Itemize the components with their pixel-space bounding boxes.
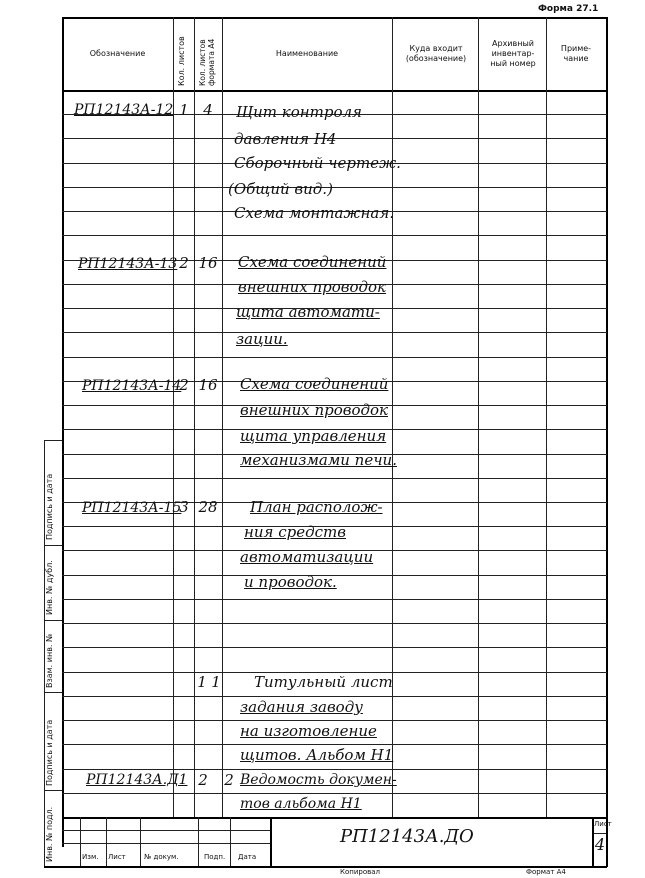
row-6-sheets: 2 (198, 771, 208, 789)
row-3-a4: 16 (198, 376, 218, 394)
row-1-name-2: давления Н4 (234, 130, 337, 148)
row-6-code: РП12143А.Д1 (86, 772, 188, 788)
row-5-name-4: щитов. Альбом Н1 (240, 746, 394, 764)
row-2-a4: 16 (198, 254, 218, 272)
row-rule (62, 696, 607, 697)
row-2-name-3: щита автомати- (236, 303, 380, 321)
row-3-name-4: механизмами печи. (240, 451, 397, 469)
row-1-sheets: 1 (179, 101, 189, 119)
row-5-sheets: 1 (197, 673, 207, 691)
format-label: Формат А4 (526, 868, 566, 876)
row-1-name-1: Щит контроля (236, 103, 362, 121)
document-code: РП12143А.ДО (340, 826, 474, 847)
row-6-name-1: Ведомость докумен- (240, 772, 397, 788)
row-1-name-3: Сборочный чертеж. (234, 154, 401, 172)
row-rule (62, 793, 607, 794)
row-2-code: РП12143А-13 (78, 256, 178, 272)
row-rule (62, 235, 607, 236)
stamp-col-doc: № докум. (144, 853, 179, 861)
side-sign-date-bottom: Подпись и дата (45, 719, 54, 786)
row-6-a4: 2 (224, 771, 234, 789)
row-5-name-1: Титульный лист (254, 673, 393, 691)
row-rule (62, 647, 607, 648)
header-note: Приме- чание (560, 43, 592, 63)
row-rule (62, 744, 607, 745)
form-label: Форма 27.1 (538, 4, 599, 14)
row-2-name-1: Схема соединений (238, 253, 387, 271)
row-2-sheets: 2 (179, 254, 189, 272)
row-6-name-2: тов альбома Н1 (240, 796, 362, 812)
header-name: Наименование (275, 48, 339, 58)
stamp-col-list: Лист (108, 853, 126, 861)
row-5-name-2: задания заводу (240, 698, 363, 716)
row-3-name-1: Схема соединений (240, 375, 389, 393)
side-vzam-inv: Взам. инв. № (45, 633, 54, 688)
sheet-label: Лист (594, 820, 612, 828)
row-3-sheets: 2 (179, 376, 189, 394)
row-1-code: РП12143А-12 (74, 102, 174, 118)
row-4-name-1: План располож- (250, 498, 383, 516)
row-1-name-4: (Общий вид.) (228, 180, 333, 198)
header-sheets: Кол. листов (177, 36, 186, 86)
row-rule (62, 599, 607, 600)
row-rule (62, 769, 607, 770)
row-1-name-5: Схема монтажная. (234, 204, 395, 222)
row-3-code: РП12143А-14 (82, 378, 182, 394)
side-inv-podl: Инв. № подл. (45, 806, 54, 862)
row-4-sheets: 3 (179, 498, 189, 516)
header-archive: Архивный инвентар- ный номер (490, 38, 536, 68)
copied-label: Копировал (340, 868, 380, 876)
row-rule (62, 187, 607, 188)
row-4-code: РП12143А-15 (82, 500, 182, 516)
side-inv-dubl: Инв. № дубл. (45, 560, 54, 615)
row-rule (62, 332, 607, 333)
row-rule (62, 478, 607, 479)
row-4-a4: 28 (198, 498, 218, 516)
row-4-name-3: автоматизации (240, 548, 374, 566)
row-4-name-2: ния средств (244, 523, 346, 541)
sheet-number: 4 (594, 835, 606, 854)
row-2-name-2: внешних проводок (238, 278, 387, 296)
row-2-name-4: зации. (236, 330, 288, 348)
row-rule (62, 720, 607, 721)
header-sheets-a4: Кол. листов формата А4 (198, 38, 216, 86)
stamp-col-date: Дата (238, 853, 257, 861)
row-1-a4: 4 (203, 101, 213, 119)
side-sign-date-top: Подпись и дата (45, 473, 54, 540)
stamp-col-podp: Подп. (204, 853, 226, 861)
row-3-name-3: щита управления (240, 427, 387, 445)
stamp-col-izm: Изм. (82, 853, 99, 861)
header-where-used: Куда входит (обозначение) (405, 43, 467, 63)
row-rule (62, 623, 607, 624)
row-5-name-3: на изготовление (240, 722, 377, 740)
row-5-a4: 1 (211, 673, 221, 691)
row-4-name-4: и проводок. (244, 573, 337, 591)
row-rule (62, 357, 607, 358)
row-3-name-2: внешних проводок (240, 401, 389, 419)
header-designation: Обозначение (89, 48, 146, 58)
